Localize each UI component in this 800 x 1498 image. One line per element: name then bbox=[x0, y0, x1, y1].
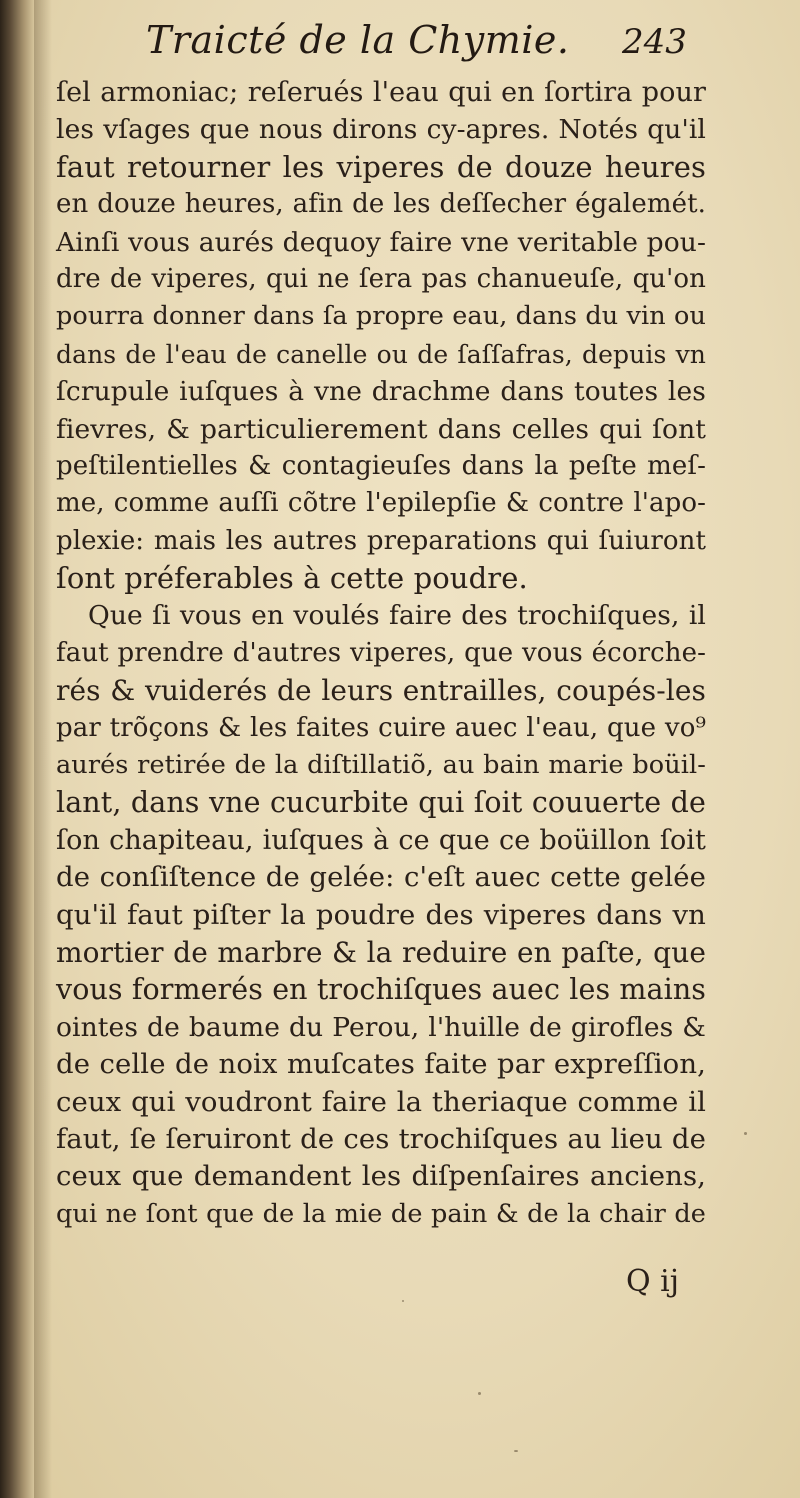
book-binding-edge bbox=[0, 0, 34, 1498]
text-line: me, comme auſſi cõtre l'epilepſie & contre l'apo- bbox=[56, 488, 706, 519]
gutter-shadow bbox=[34, 0, 52, 1498]
text-line: rés & vuiderés de leurs entrailles, coupés-les bbox=[56, 674, 706, 708]
text-line: qui ne ſont que de la mie de pain & de la chair de bbox=[56, 1198, 706, 1229]
text-line: ſon chapiteau, iuſques à ce que ce boüillon ſoit bbox=[56, 824, 706, 856]
signature-mark: Q ij bbox=[626, 1264, 680, 1299]
text-line: aurés retirée de la diſtillatiõ, au bain marie boüil- bbox=[56, 750, 706, 781]
text-line: mortier de marbre & la reduire en paſte, que bbox=[56, 935, 706, 969]
text-line: de conſiſtence de gelée: c'eſt auec cette gelée bbox=[56, 861, 706, 894]
text-line: ſcrupule iuſques à vne drachme dans toutes les bbox=[56, 376, 706, 408]
text-line: peſtilentielles & contagieuſes dans la peſte meſ- bbox=[56, 450, 706, 481]
body-text bbox=[56, 74, 706, 1233]
text-line: en douze heures, afin de les deſſecher égalemét. bbox=[56, 189, 706, 220]
text-line: faut, ſe ſeruiront de ces trochiſques au lieu de bbox=[56, 1122, 706, 1155]
page-number: 243 bbox=[622, 22, 687, 62]
paper-speck bbox=[478, 1392, 481, 1395]
text-line: ceux qui voudront faire la theriaque comme il bbox=[56, 1085, 706, 1118]
text-line: qu'il faut piſter la poudre des viperes dans vn bbox=[56, 898, 706, 931]
paper-speck bbox=[514, 1450, 518, 1452]
text-line: pourra donner dans ſa propre eau, dans du vin ou bbox=[56, 301, 706, 332]
text-line: dre de viperes, qui ne ſera pas chanueuſe, qu'on bbox=[56, 263, 706, 294]
text-line: ſel armoniac; reſerués l'eau qui en ſortira pour bbox=[56, 77, 706, 108]
text-line: faut prendre d'autres viperes, que vous écorche- bbox=[56, 637, 706, 668]
text-line: ceux que demandent les diſpenſaires anciens, bbox=[56, 1160, 706, 1193]
text-line: de celle de noix muſcates faite par expreſſion, bbox=[56, 1048, 706, 1081]
text-line: plexie: mais les autres preparations qui ſuiuront bbox=[56, 525, 706, 556]
text-line: par trõçons & les faites cuire auec l'eau, que vo⁹ bbox=[56, 712, 706, 743]
text-line: les vſages que nous dirons cy-apres. Notés qu'il bbox=[56, 114, 706, 146]
text-line: Ainſi vous aurés dequoy faire vne veritable pou- bbox=[56, 226, 706, 258]
paper-speck bbox=[744, 1132, 747, 1135]
page-header bbox=[0, 14, 800, 66]
text-line: faut retourner les viperes de douze heures bbox=[56, 149, 706, 184]
text-line: lant, dans vne cucurbite qui ſoit couuerte de bbox=[56, 786, 706, 820]
paper-speck bbox=[402, 1300, 404, 1302]
running-title: Traicté de la Chymie. bbox=[146, 18, 570, 62]
text-line: dans de l'eau de canelle ou de ſaſſafras, depuis vn bbox=[56, 339, 706, 369]
text-line: vous formerés en trochiſques auec les mains bbox=[56, 973, 706, 1007]
text-line: Que ſi vous en voulés faire des trochiſques, il bbox=[88, 600, 706, 632]
text-line: fievres, & particulierement dans celles qui ſont bbox=[56, 413, 706, 445]
text-line: ointes de baume du Perou, l'huille de girofles & bbox=[56, 1011, 706, 1043]
text-line: ſont préferables à cette poudre. bbox=[56, 561, 528, 596]
